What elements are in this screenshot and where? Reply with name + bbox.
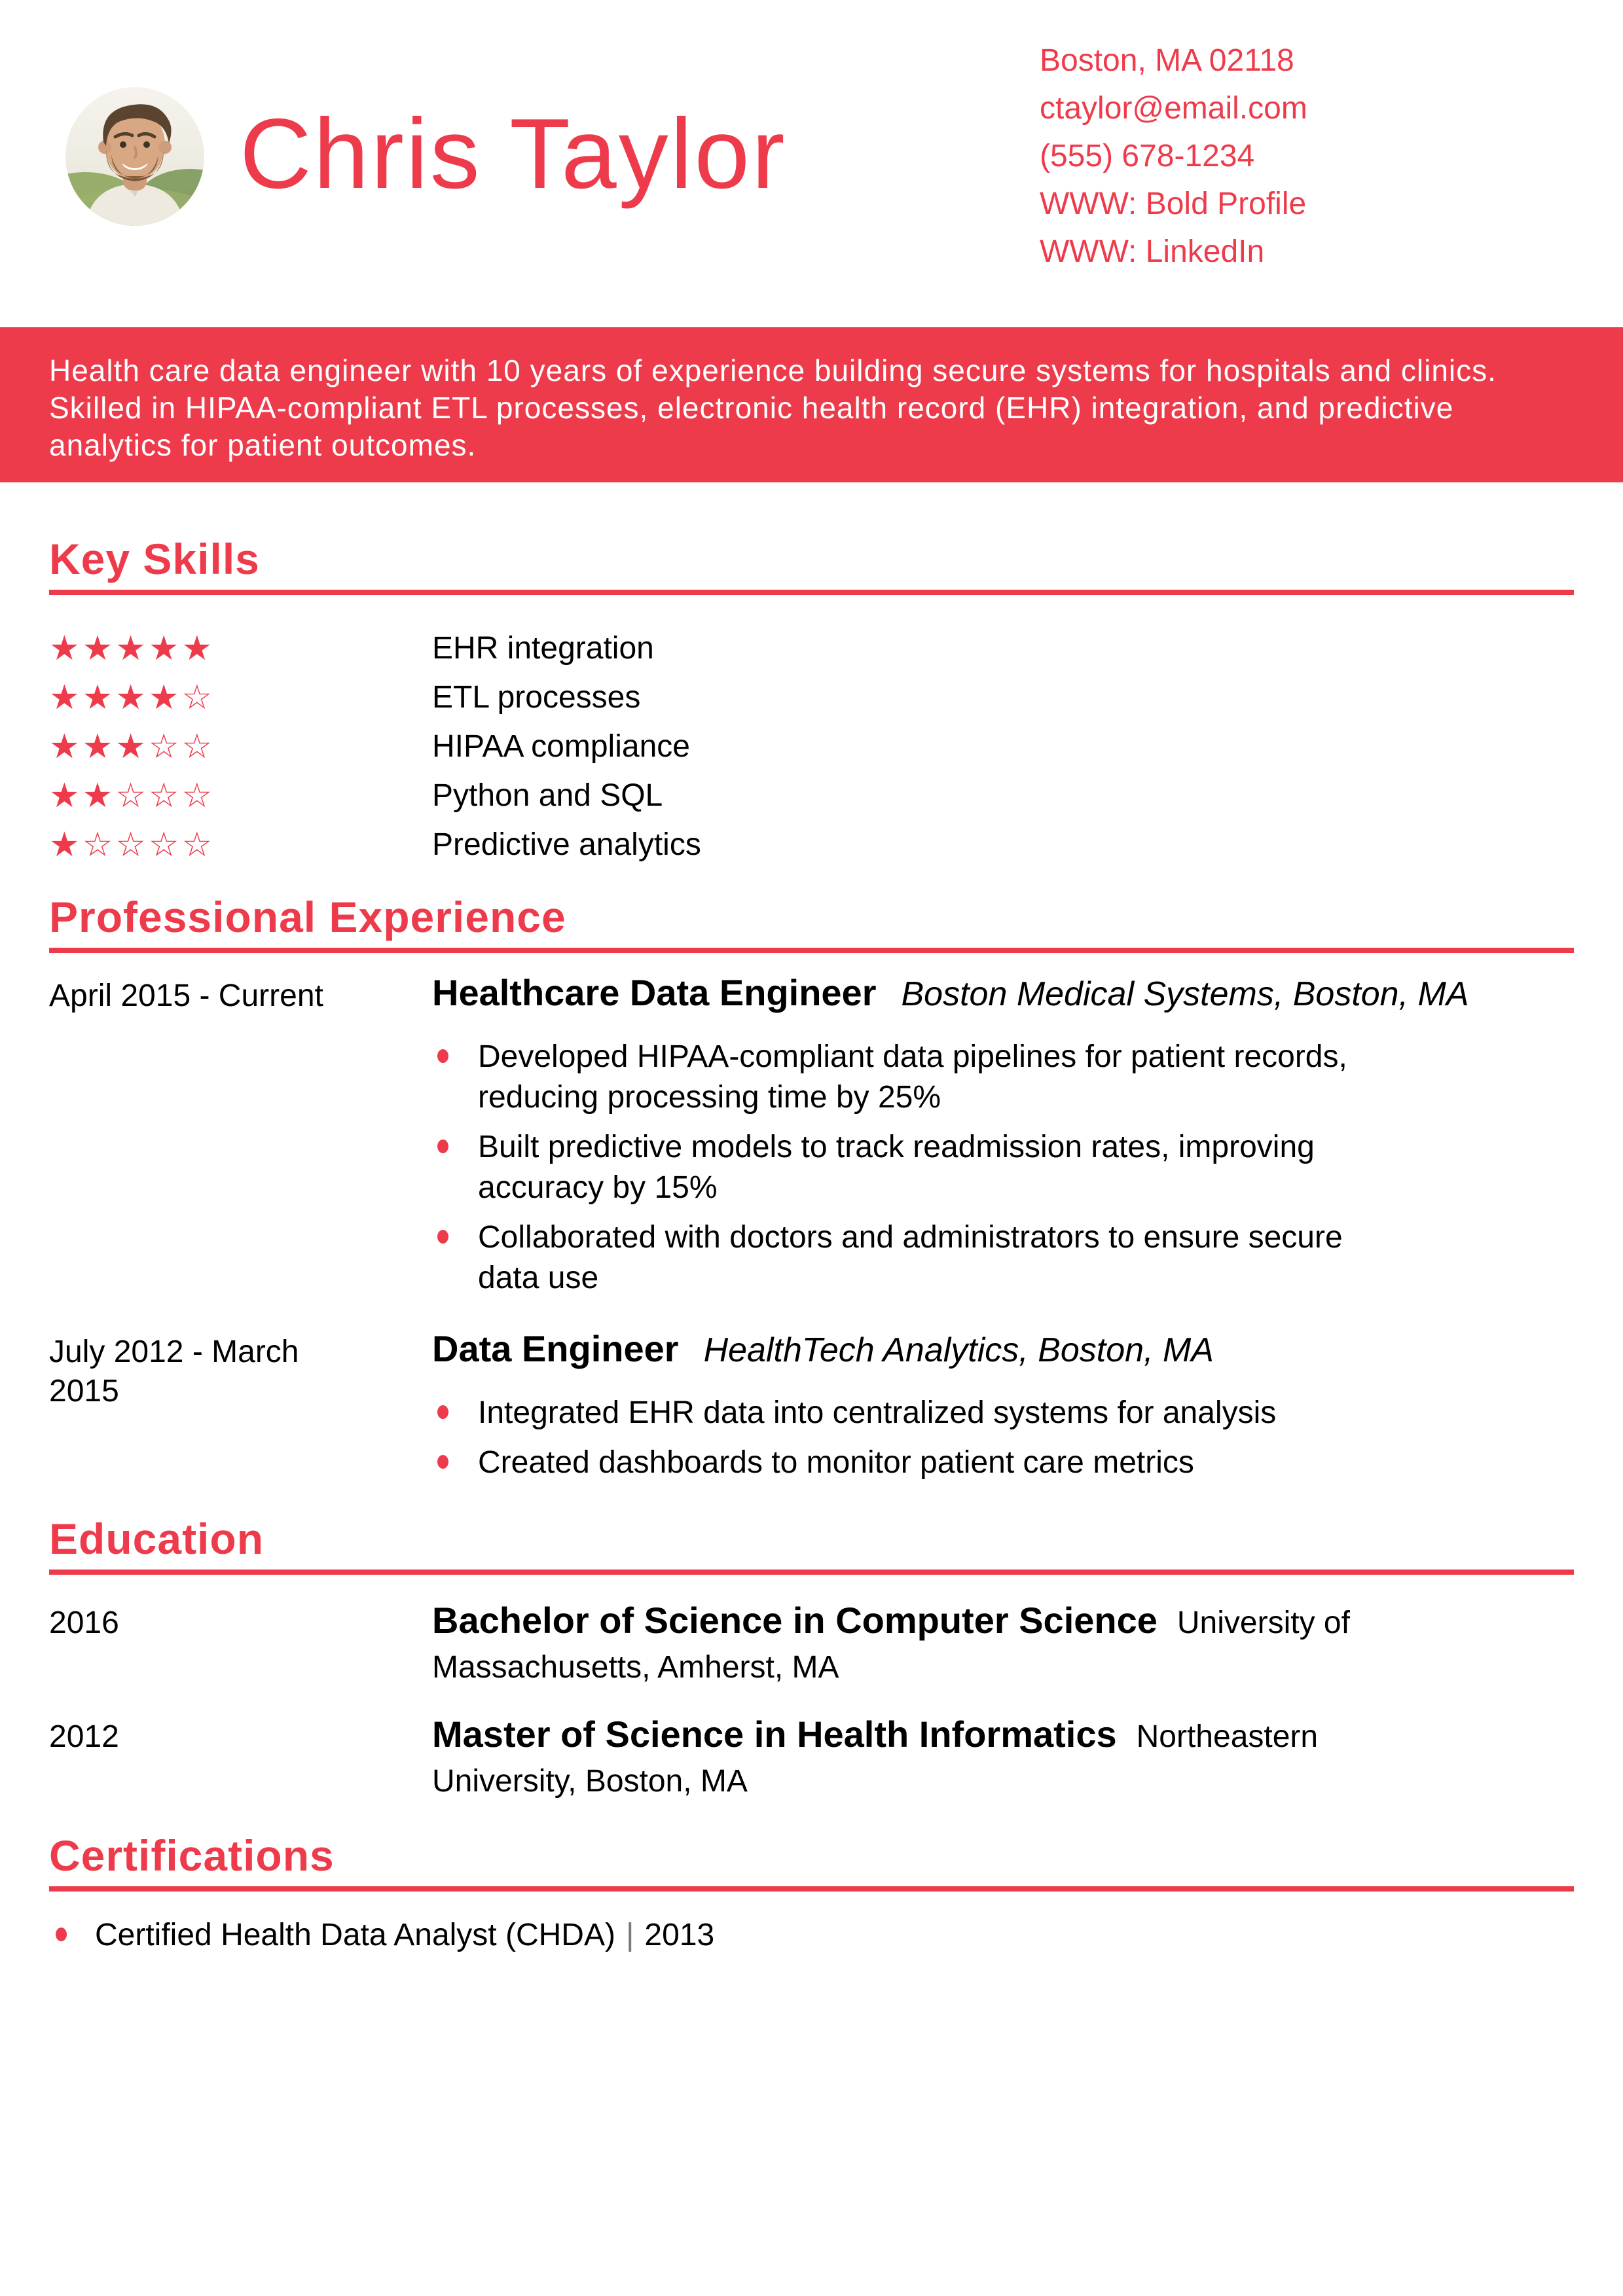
skill-row (49, 722, 1574, 771)
skill-row (49, 771, 1574, 820)
certification-item (49, 1915, 1574, 1956)
star-filled-icon: ★ (148, 628, 182, 668)
contact-block (1040, 37, 1307, 276)
job-details (432, 1327, 1574, 1492)
star-empty-icon: ☆ (148, 726, 182, 766)
star-empty-icon: ☆ (181, 677, 215, 717)
star-rating (49, 825, 432, 865)
certifications-divider (49, 1886, 1574, 1892)
skill-row (49, 673, 1574, 722)
education-school: Northeastern University, Boston, MA (432, 1719, 1319, 1799)
summary-banner (0, 327, 1623, 482)
job-dates: April 2015 - Current (49, 978, 323, 1013)
star-filled-icon: ★ (148, 677, 182, 717)
profile-photo (65, 87, 204, 226)
skill-label: EHR integration (432, 631, 654, 666)
education-heading: Education (49, 1515, 264, 1563)
contact-phone: (555) 678-1234 (1040, 139, 1255, 173)
star-rating (49, 727, 432, 766)
star-empty-icon: ☆ (115, 825, 149, 865)
job-company: Boston Medical Systems, Boston, MA (901, 975, 1469, 1013)
star-empty-icon: ☆ (181, 825, 215, 865)
education-degree: Bachelor of Science in Computer Science (432, 1600, 1158, 1641)
star-filled-icon: ★ (82, 726, 116, 766)
star-filled-icon: ★ (82, 776, 116, 816)
star-filled-icon: ★ (82, 628, 116, 668)
job-bullet: Created dashboards to monitor patient care metrics (432, 1443, 1388, 1483)
education-degree: Master of Science in Health Informatics (432, 1713, 1117, 1755)
education-school: University of Massachusetts, Amherst, MA (432, 1605, 1350, 1685)
star-empty-icon: ☆ (82, 825, 116, 865)
education-entry (49, 1712, 1574, 1804)
skill-row (49, 820, 1574, 869)
job-company: HealthTech Analytics, Boston, MA (703, 1331, 1214, 1369)
skill-label: Predictive analytics (432, 827, 701, 862)
certification-separator: | (625, 1918, 634, 1952)
star-filled-icon: ★ (115, 677, 149, 717)
job-bullet-list (432, 1393, 1388, 1483)
experience-divider (49, 948, 1574, 953)
job-bullet: Developed HIPAA-compliant data pipelines for patient records, reducing processing time by 25% (432, 1037, 1388, 1118)
contact-email-link[interactable]: ctaylor@email.com (1040, 91, 1307, 126)
certification-year: 2013 (644, 1918, 715, 1952)
contact-website-link[interactable]: WWW: Bold Profile (1040, 187, 1307, 221)
experience-heading: Professional Experience (49, 893, 566, 941)
star-empty-icon: ☆ (115, 776, 149, 816)
job-bullet: Collaborated with doctors and administrators to ensure secure data use (432, 1217, 1388, 1299)
contact-address: Boston, MA 02118 (1040, 43, 1294, 78)
resume-body (0, 536, 1623, 1956)
skill-label: HIPAA compliance (432, 729, 690, 764)
star-empty-icon: ☆ (148, 825, 182, 865)
education-details (432, 1712, 1388, 1804)
star-filled-icon: ★ (115, 726, 149, 766)
education-year: 2012 (49, 1719, 119, 1754)
skill-row (49, 624, 1574, 673)
job-title: Data Engineer (432, 1328, 679, 1369)
certification-list (49, 1915, 1574, 1956)
star-filled-icon: ★ (49, 628, 82, 668)
education-divider (49, 1570, 1574, 1575)
key-skills-heading: Key Skills (49, 535, 260, 583)
star-rating (49, 776, 432, 816)
candidate-name: Chris Taylor (240, 98, 787, 209)
profile-photo-illustration (65, 87, 204, 226)
star-filled-icon: ★ (82, 677, 116, 717)
skills-list (49, 624, 1574, 869)
star-filled-icon: ★ (49, 776, 82, 816)
skill-label: ETL processes (432, 680, 641, 715)
star-rating (49, 629, 432, 668)
job-headline (432, 1327, 1574, 1371)
job-bullet: Integrated EHR data into centralized systems for analysis (432, 1393, 1388, 1433)
key-skills-divider (49, 590, 1574, 595)
education-details (432, 1598, 1388, 1690)
star-rating (49, 678, 432, 717)
job-title: Healthcare Data Engineer (432, 972, 877, 1013)
education-year: 2016 (49, 1605, 119, 1640)
star-filled-icon: ★ (49, 726, 82, 766)
skill-label: Python and SQL (432, 778, 663, 813)
job-dates: July 2012 - March 2015 (49, 1335, 299, 1408)
contact-linkedin-link[interactable]: WWW: LinkedIn (1040, 234, 1265, 269)
star-filled-icon: ★ (49, 825, 82, 865)
education-entry (49, 1598, 1574, 1690)
job-bullet: Built predictive models to track readmission rates, improving accuracy by 15% (432, 1127, 1388, 1208)
star-filled-icon: ★ (115, 628, 149, 668)
certification-name: Certified Health Data Analyst (CHDA) (95, 1918, 615, 1952)
star-empty-icon: ☆ (181, 726, 215, 766)
star-empty-icon: ☆ (148, 776, 182, 816)
job-entry (49, 1327, 1574, 1492)
job-headline (432, 971, 1574, 1014)
header (0, 0, 1623, 327)
job-bullet-list (432, 1037, 1388, 1299)
certifications-heading: Certifications (49, 1831, 335, 1880)
star-filled-icon: ★ (49, 677, 82, 717)
star-empty-icon: ☆ (181, 776, 215, 816)
job-details (432, 971, 1574, 1308)
summary-text: Health care data engineer with 10 years of experience building secure systems for hospitals and clinics. Skilled in HIPAA-compliant ETL processes, electronic health record (EHR) integration, and predictive analytics for patient outcomes. (49, 353, 1497, 462)
star-filled-icon: ★ (181, 628, 215, 668)
job-entry (49, 971, 1574, 1308)
